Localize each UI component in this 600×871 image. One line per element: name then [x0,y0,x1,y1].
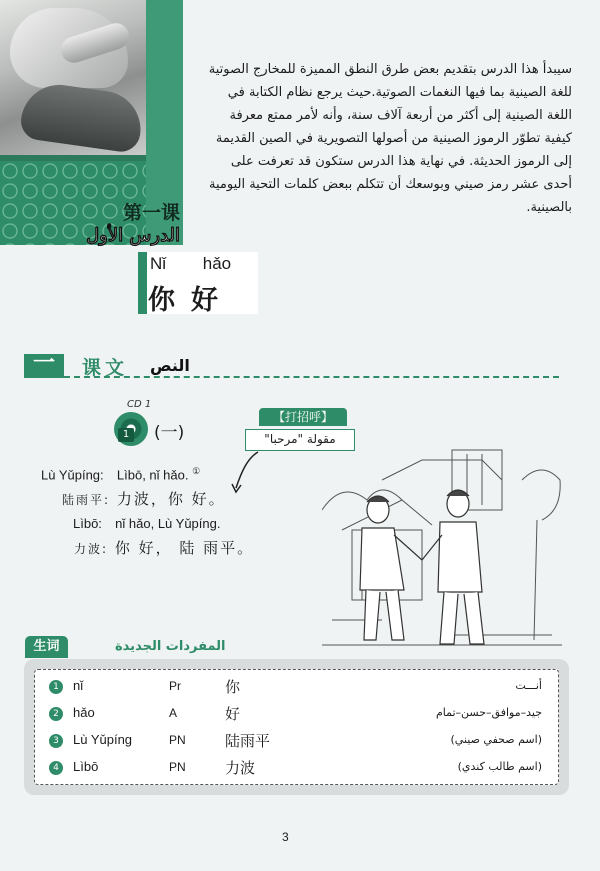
vocab-meaning-ar: أنـــت [515,679,542,692]
vocabulary-list [34,669,559,785]
dialogue-line-2-pinyin [73,516,220,531]
vocab-tab: 生词 [25,636,68,658]
vocab-hanzi: 你 [225,678,241,696]
vocab-part-of-speech: A [169,706,178,720]
vocab-hanzi: 陆雨平 [225,732,271,750]
title-pinyin-1: Nǐ [150,254,167,273]
vocab-meaning-ar: جيد–موافق–حسن–تمام [435,706,542,719]
speaker-2-pinyin: Lìbō: [73,516,102,531]
section-title-ar: النص [150,356,190,375]
title-hanzi: 你好 [148,285,234,316]
vocab-title-ar: المفردات الجديدة [115,639,226,654]
intro-paragraph: سيبدأ هذا الدرس بتقديم بعض طرق النطق المميزة للمخارج الصوتية للغة الصينية بما فيها النغمات الصوتية.حيث يرجع نظام الكتابة في اللغة الصينية إلى أكثر من أربعة آلاف سنة، وأنه لأمر ممتع معرفة كيفية تطوّر الرموز الصينية من أصولها التصويرية في الصين القديمة إلى الرموز الحديثة. في نهاية هذا الدرس ستكون قد تعرفت على أحدى عشر رمز صيني وبوسعك أن تتكلم ببعض كلمات التحية اليومية بالصينية. [208,62,572,215]
page-number: 3 [282,830,289,844]
line-2-zh: 你 好， 陆 雨平。 [114,539,255,557]
pointer-arrow-icon [228,448,268,498]
vocab-hanzi: 力波 [225,759,256,777]
line-2-pinyin: nǐ hǎo, Lù Yǔpíng. [115,516,221,531]
vocab-number: 3 [49,734,63,748]
section-title-zh: 课文 [82,357,129,379]
dialogue-line-1-pinyin [41,466,200,482]
lesson-title [40,198,180,246]
vocab-part-of-speech: PN [169,760,186,774]
cd-label: CD 1 [127,399,152,410]
footnote-marker: ① [192,466,201,476]
vocab-part-of-speech: Pr [169,679,181,693]
speaker-2-zh: 力波: [74,542,109,556]
dialogue-line-1-zh [62,488,226,509]
vocab-number: 2 [49,707,63,721]
line-1-zh: 力波，你 好。 [116,490,226,508]
vocab-meaning-ar: (اسم صحفي صيني) [450,733,542,746]
section-dashed-divider [64,376,559,378]
vocab-pinyin: nǐ [73,678,84,693]
topic-tag-ar: مقولة "مرحبا" [245,429,355,451]
vocab-number: 1 [49,680,63,694]
vocab-part-of-speech: PN [169,733,186,747]
title-pinyin-2: hǎo [202,254,232,273]
speaker-1-pinyin: Lù Yǔpíng: [41,467,104,483]
hand-on-mouse-photo [0,0,146,155]
lesson-title-ar: الدرس الأول [86,225,180,246]
section-number: 一 [24,354,64,378]
cd-track-number: 1 [118,428,134,442]
title-pinyin [150,254,251,274]
vocab-pinyin: Lù Yǔpíng [73,732,133,747]
vocab-hanzi: 好 [225,705,241,723]
vocab-pinyin: hǎo [73,705,95,720]
vocab-number: 4 [49,761,63,775]
dialogue-number: (一) [154,423,185,443]
speaker-1-zh: 陆雨平: [62,493,111,507]
vocab-item [35,729,558,754]
line-1-pinyin: Lìbō, nǐ hǎo. [116,467,189,483]
lesson-title-zh: 第一课 [122,202,180,224]
vocab-item [35,756,558,781]
vocab-item [35,702,558,727]
vocabulary-box [24,659,569,795]
vocab-pinyin: Lìbō [73,759,99,774]
vocab-meaning-ar: (اسم طالب كندي) [457,760,542,773]
computer-mouse-shape [19,80,146,154]
topic-tag-zh: 【打招呼】 [259,408,347,426]
dialogue-line-2-zh [74,537,254,558]
two-men-shaking-hands-illustration [322,440,562,656]
vocab-item [35,675,558,700]
